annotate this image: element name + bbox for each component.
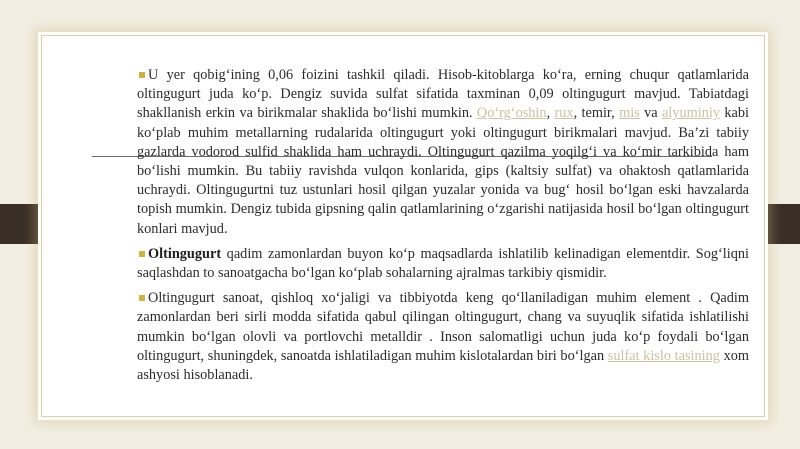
- link-rux[interactable]: rux: [554, 105, 574, 122]
- paragraph-1-text-a: U yer qobig‘ining 0,06 foizini tashkil qiladi. Hisob-kitoblarga ko‘ra, erning chuqur qatlamlarida oltingugurt juda ko‘p. Dengiz suvida sulfat sifatida taxminan 0,09 oltingugurt mavjud. Tabiatdagi shakllanish erkin va birikmalar shaklida bo‘lishi mumkin.: [137, 67, 749, 122]
- bullet-icon: [139, 295, 145, 301]
- link-mis[interactable]: mis: [619, 105, 640, 122]
- separator: , temir,: [573, 105, 620, 122]
- paragraph-2: [137, 245, 749, 283]
- paragraph-3-text: Oltingugurt sanoat, qishloq xo‘jaligi va tibbiyotda keng qo‘llaniladigan muhim element . Qadim zamonlardan beri sirli modda sifatida qabul qilingan oltingugurt, chang va suyuqlik sifatida ishlatilishi mumkin bo‘lgan olovli va portlovchi metalldir . Inson salomatligi uchun juda ko‘p foydali bo‘lgan oltingugurt, shuningdek, sanoatda ishlatiladigan muhim kislotalardan biri bo‘lgan: [137, 290, 749, 364]
- paragraph-2-text: qadim zamonlardan buyon ko‘p maqsadlarda ishlatilib kelinadigan elementdir. Sog‘liqni saqlashdan to sanoatgacha bo‘lgan ko‘plab sohalarning ajralmas tarkibiy qismidir.: [137, 245, 749, 282]
- bullet-icon: [139, 251, 145, 257]
- separator: va: [639, 105, 662, 122]
- bullet-icon: [139, 72, 145, 78]
- link-alyuminiy[interactable]: alyuminiy: [662, 105, 720, 122]
- bold-term: Oltingugurt: [148, 245, 222, 262]
- paragraph-3-tail: xom ashyosi hisoblanadi.: [137, 347, 749, 384]
- link-sulfat-kislota[interactable]: sulfat kislo tasining: [607, 347, 720, 364]
- paragraph-1-text-b: kabi ko‘plab muhim metallarning rudalarida oltingugurt yoki oltingugurt birikmalari mavjud. Ba’zi tabiiy gazlarda vodorod sulfid shaklida ham uchraydi. Oltingugurt qazilma yoqilg‘i va ko‘mir tarkibida ham bo‘lishi mumkin. Bu tabiiy ravishda vulqon konlarida, gips (kaltsiy sulfat) va ohaktosh qatlamlarida uchraydi. Oltingugurtni tuz ustunlari hosil qilgan yuzalar yonida va bug‘ hosil bo‘lgan eski havzalarda topish mumkin. Dengiz tubida gipsning qalin qatlamlarining o‘zgarishi natijasida hosil bo‘lgan oltingugurt konlari mavjud.: [137, 105, 749, 237]
- link-qorgoshin[interactable]: Qo‘rg‘oshin: [476, 105, 547, 122]
- paragraph-1: [137, 66, 749, 239]
- paragraph-3: [137, 289, 749, 385]
- slide-content: [137, 66, 749, 391]
- separator: ,: [546, 105, 555, 122]
